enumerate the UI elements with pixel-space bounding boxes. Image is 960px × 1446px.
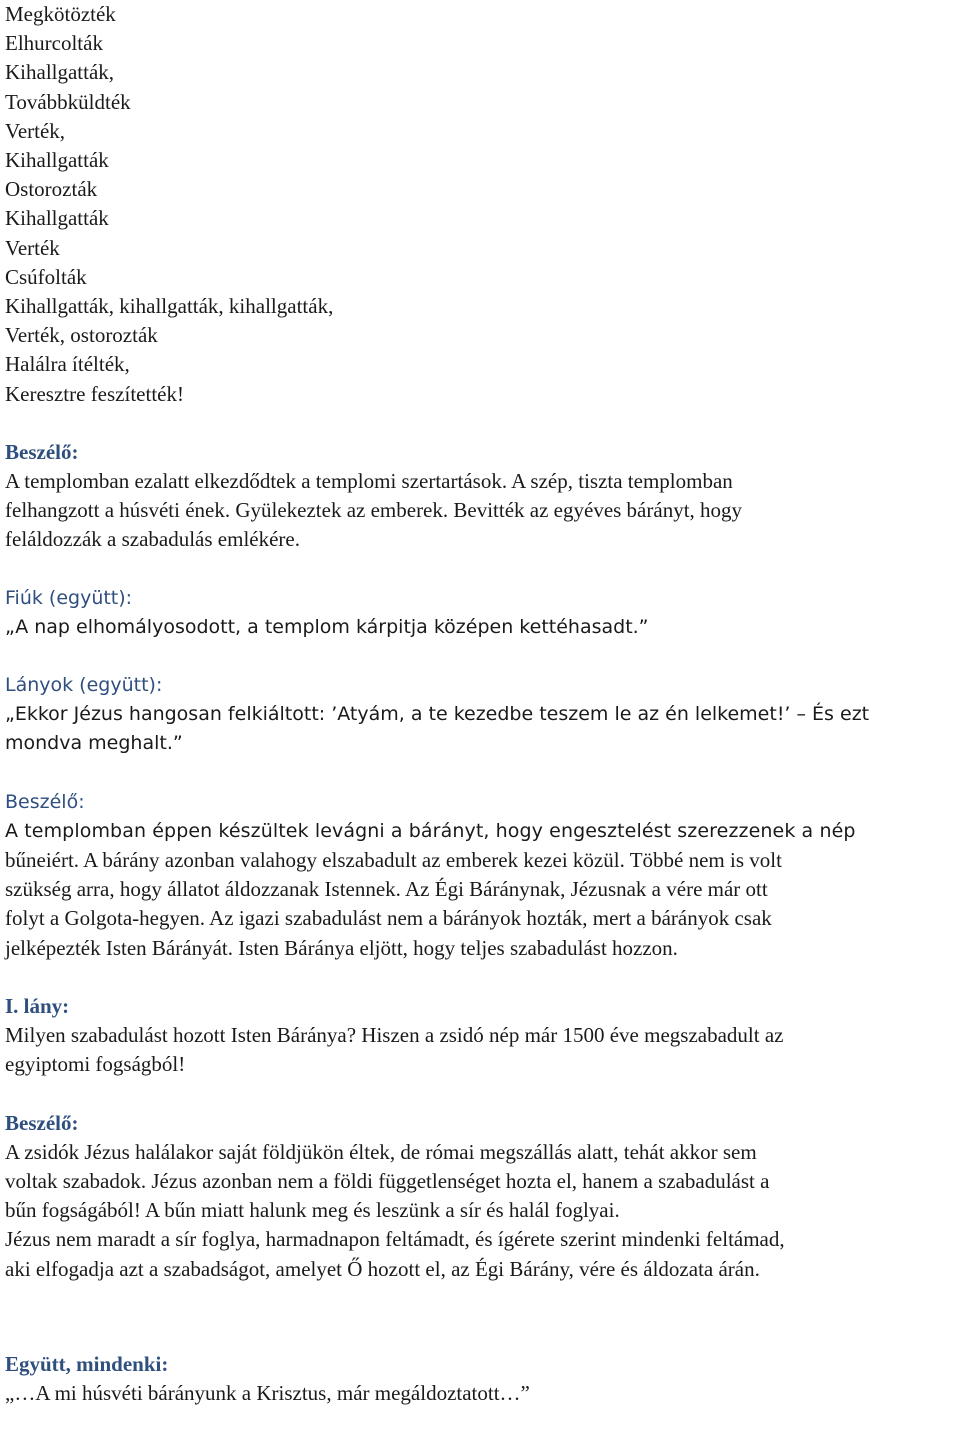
paragraph-line: A templomban ezalatt elkezdődtek a templomi szertartások. A szép, tiszta templomban [5,469,733,494]
section-narrator-3 [5,1109,955,1284]
verse-block [5,0,955,409]
verse-line: Kihallgatták [5,206,109,231]
verse-line: Verték, [5,118,66,143]
verse-line: Verték [5,235,60,260]
paragraph-line: mondva meghalt.” [5,732,183,755]
speaker-label: Lányok (együtt): [5,674,163,697]
section-narrator-2 [5,788,955,963]
paragraph-line: egyiptomi fogságból! [5,1052,186,1077]
paragraph-line: Milyen szabadulást hozott Isten Báránya? Hiszen a zsidó nép már 1500 éve megszabadult az [5,1023,784,1048]
paragraph-line: Jézus nem maradt a sír foglya, harmadnapon feltámadt, és ígérete szerint mindenki feltámad, [5,1227,785,1252]
section-everyone [5,1350,955,1408]
section-girls [5,671,955,759]
verse-line: Elhurcolták [5,31,103,56]
verse-line: Megkötözték [5,2,116,26]
section-narrator-1 [5,438,955,555]
paragraph-line: „Ekkor Jézus hangosan felkiáltott: ’Atyám, a te kezedbe teszem le az én lelkemet!’ – És ezt [5,703,870,726]
verse-line: Keresztre feszítették! [5,381,184,406]
verse-line: Verték, ostorozták [5,323,158,348]
speaker-label: I. lány: [5,993,70,1018]
speaker-label: Fiúk (együtt): [5,586,133,609]
paragraph-line: A zsidók Jézus halálakor saját földjükön éltek, de római megszállás alatt, tehát akkor sem [5,1139,757,1164]
paragraph-line: felhangzott a húsvéti ének. Gyülekeztek az emberek. Bevitték az egyéves bárányt, hogy [5,498,743,523]
verse-line: Halálra ítélték, [5,352,130,377]
paragraph-line: voltak szabadok. Jézus azonban nem a földi függetlenséget hozta el, hanem a szabadulást a [5,1168,770,1193]
paragraph-line: bűneiért. A bárány azonban valahogy elszabadult az emberek kezei közül. Többé nem is volt [5,848,782,873]
verse-line: Ostorozták [5,177,98,202]
paragraph-line: „…A mi húsvéti bárányunk a Krisztus, már megáldoztatott…” [5,1380,530,1405]
verse-line: Kihallgatták [5,148,109,173]
paragraph-line: bűn fogságából! A bűn miatt halunk meg és leszünk a sír és halál foglyai. [5,1198,620,1223]
verse-line: Kihallgatták, kihallgatták, kihallgatták, [5,294,334,319]
paragraph-line: feláldozzák a szabadulás emlékére. [5,527,300,552]
document-page [5,0,955,1408]
speaker-label: Beszélő: [5,439,79,464]
paragraph-line: folyt a Golgota-hegyen. Az igazi szabadulást nem a bárányok hozták, mert a bárányok csak [5,906,772,931]
paragraph-line: „A nap elhomályosodott, a templom kárpitja középen kettéhasadt.” [5,615,649,638]
verse-line: Továbbküldték [5,89,131,114]
section-first-girl [5,992,955,1080]
paragraph-line: szükség arra, hogy állatot áldozzanak Istennek. Az Égi Báránynak, Jézusnak a vére már ott [5,877,768,902]
paragraph-line: aki elfogadja azt a szabadságot, amelyet Ő hozott el, az Égi Bárány, vére és áldozata árán. [5,1256,760,1281]
verse-line: Csúfolták [5,264,87,289]
speaker-label: Együtt, mindenki: [5,1351,169,1376]
speaker-label: Beszélő: [5,790,85,813]
section-boys [5,584,955,642]
verse-line: Kihallgatták, [5,60,115,85]
speaker-label: Beszélő: [5,1110,79,1135]
paragraph-line: jelképezték Isten Bárányát. Isten Báránya eljött, hogy teljes szabadulást hozzon. [5,935,678,960]
paragraph-line: A templomban éppen készültek levágni a bárányt, hogy engesztelést szerezzenek a nép [5,819,856,842]
